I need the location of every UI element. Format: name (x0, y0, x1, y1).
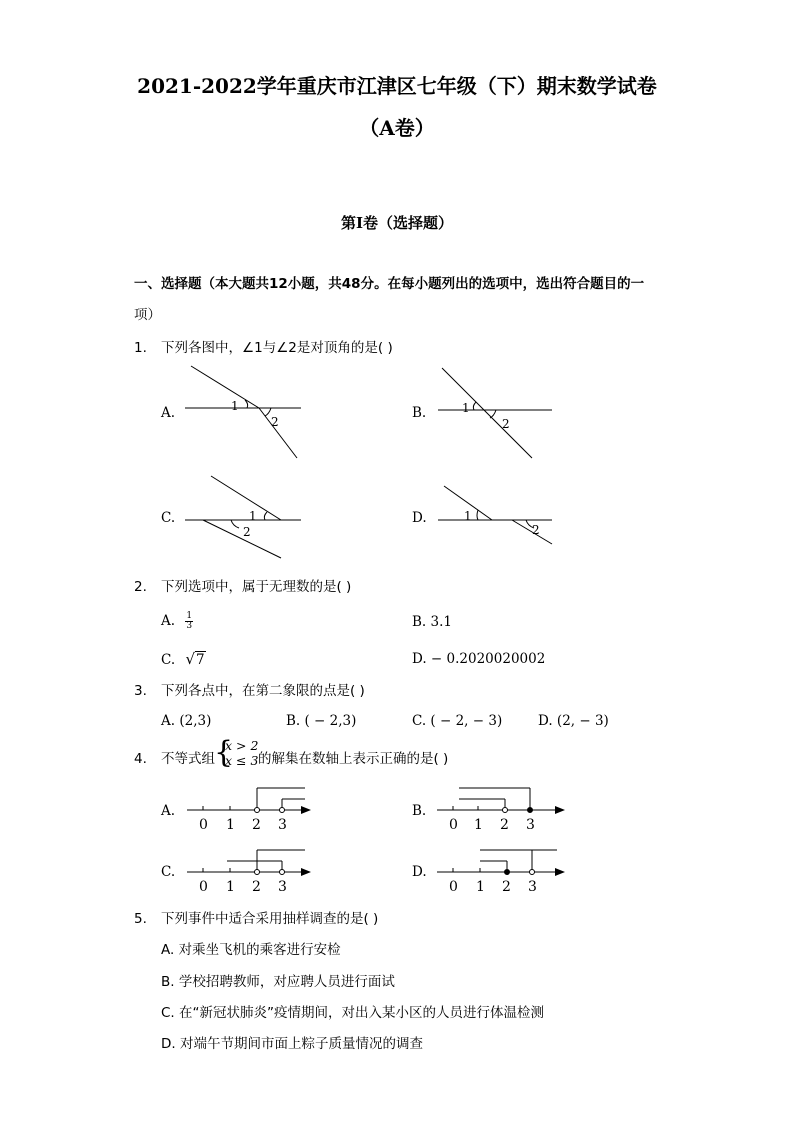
q1-figure-a (175, 360, 315, 465)
svg-text:3: 3 (278, 817, 287, 833)
q4-option-c-label: C. (161, 864, 176, 880)
svg-text:1: 1 (249, 509, 257, 523)
q4-system-line2: x ≤ 3 (225, 753, 259, 768)
q5-option-c: C. 在“新冠状肺炎”疫情期间，对出入某小区的人员进行体温检测 (161, 1005, 544, 1021)
q2-fraction-denominator: 3 (186, 621, 193, 631)
q4-number: 4. (134, 751, 147, 767)
q1-figure-c (175, 470, 315, 565)
q1-option-b-label: B. (412, 405, 427, 421)
exam-title-line2: （A卷） (359, 116, 435, 140)
q2-option-c-label: C. (161, 652, 176, 668)
svg-text:0: 0 (449, 817, 458, 833)
svg-text:0: 0 (449, 879, 458, 895)
section-intro-line1: 一、选择题（本大题共12小题，共48分。在每小题列出的选项中，选出符合题目的一 (134, 276, 645, 292)
q2-option-c (161, 650, 206, 668)
part-title: 第I卷（选择题） (340, 214, 454, 232)
q3-option-b: B. ( − 2,3) (286, 713, 357, 729)
svg-text:2: 2 (271, 415, 279, 429)
q4-brace: { (214, 735, 234, 770)
q2-sqrt-radicand: 7 (196, 652, 205, 668)
q4-option-b-label: B. (412, 803, 427, 819)
svg-text:2: 2 (502, 417, 510, 431)
q2-option-a (161, 612, 193, 631)
q2-number: 2. (134, 579, 147, 595)
q4-option-a-label: A. (161, 803, 176, 819)
q1-option-a-label: A. (161, 405, 176, 421)
q4-system-line1: x > 2 (225, 738, 259, 753)
sqrt-icon: √ (185, 650, 195, 668)
svg-text:3: 3 (528, 879, 537, 895)
q2-option-d: D. − 0.2020020002 (412, 651, 546, 667)
svg-text:1: 1 (464, 509, 472, 523)
q4-option-d-label: D. (412, 864, 427, 880)
svg-text:1: 1 (231, 399, 239, 413)
q2-fraction-numerator: 1 (186, 611, 193, 621)
q1-option-d-label: D. (412, 510, 427, 526)
svg-text:1: 1 (474, 817, 483, 833)
q5-option-a: A. 对乘坐飞机的乘客进行安检 (161, 942, 341, 958)
q3-option-d: D. (2, − 3) (538, 713, 609, 729)
svg-text:0: 0 (199, 817, 208, 833)
q1-figure-d (428, 470, 568, 565)
q4-number-line-a (185, 782, 315, 834)
q2-fraction (185, 612, 193, 631)
q5-number: 5. (134, 911, 147, 927)
q3-option-a: A. (2,3) (161, 713, 212, 729)
svg-text:1: 1 (476, 879, 485, 895)
q2-option-a-label: A. (161, 613, 176, 629)
q4-stem-prefix: 不等式组 (161, 751, 215, 767)
svg-text:3: 3 (526, 817, 535, 833)
svg-text:0: 0 (199, 879, 208, 895)
q3-stem: 下列各点中，在第二象限的点是( ) (161, 683, 365, 699)
q5-option-b: B. 学校招聘教师，对应聘人员进行面试 (161, 974, 395, 990)
q2-stem: 下列选项中，属于无理数的是( ) (161, 579, 352, 595)
q1-number: 1. (134, 340, 147, 356)
q5-stem: 下列事件中适合采用抽样调查的是( ) (161, 911, 379, 927)
q4-number-line-b (435, 782, 565, 834)
svg-text:1: 1 (226, 817, 235, 833)
svg-text:1: 1 (462, 401, 470, 415)
q4-number-line-d (435, 844, 567, 896)
exam-title-line1: 2021-2022学年重庆市江津区七年级（下）期末数学试卷 (137, 74, 657, 98)
q5-option-d: D. 对端午节期间市面上粽子质量情况的调查 (161, 1036, 423, 1052)
q4-stem-suffix: 的解集在数轴上表示正确的是( ) (258, 751, 449, 767)
svg-text:3: 3 (278, 879, 287, 895)
svg-text:2: 2 (243, 525, 251, 539)
q3-number: 3. (134, 683, 147, 699)
q1-figure-b (428, 360, 568, 465)
svg-text:2: 2 (500, 817, 509, 833)
q1-stem: 下列各图中，∠1与∠2是对顶角的是( ) (161, 340, 393, 356)
svg-text:2: 2 (252, 879, 261, 895)
q1-option-c-label: C. (161, 510, 176, 526)
section-intro-line2: 项） (134, 307, 161, 323)
svg-text:2: 2 (502, 879, 511, 895)
q2-option-b: B. 3.1 (412, 614, 452, 630)
svg-text:2: 2 (532, 523, 540, 537)
svg-text:1: 1 (226, 879, 235, 895)
q3-option-c: C. ( − 2, − 3) (412, 713, 503, 729)
svg-text:2: 2 (252, 817, 261, 833)
q4-number-line-c (185, 844, 315, 896)
